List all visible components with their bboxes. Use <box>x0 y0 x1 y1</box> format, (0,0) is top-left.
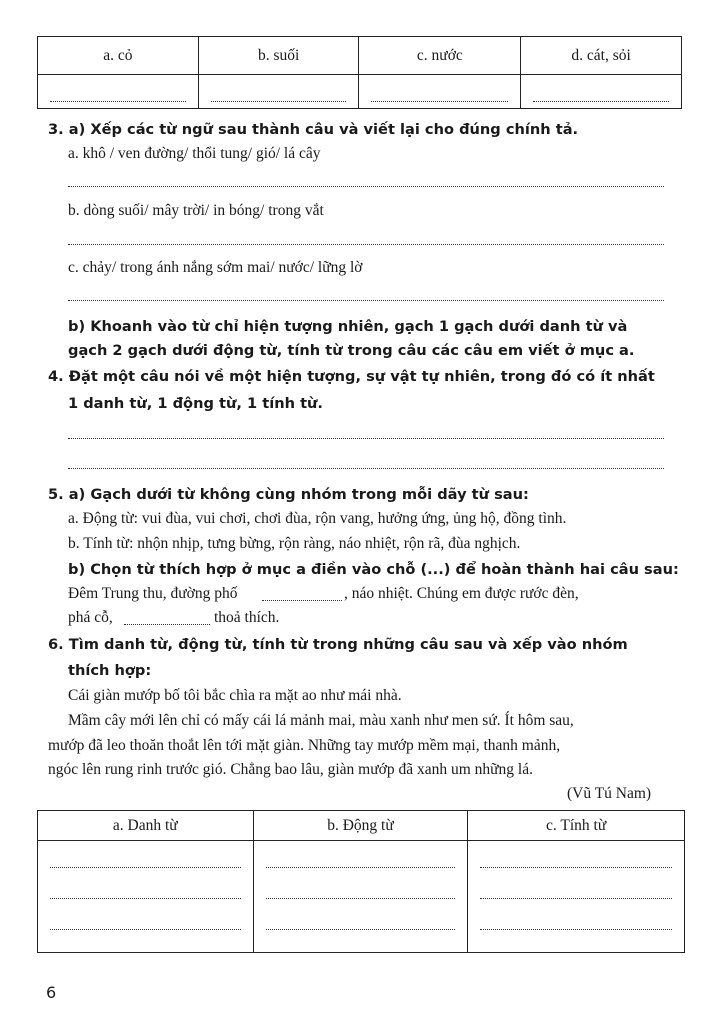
q3-item-c: c. chảy/ trong ánh nắng sớm mai/ nước/ lững lờ <box>68 259 363 276</box>
page-number: 6 <box>46 983 57 1002</box>
answer-line[interactable] <box>68 186 664 187</box>
fill-blank[interactable] <box>124 624 210 625</box>
q5-b-line1-start: Đêm Trung thu, đường phố <box>68 585 238 602</box>
q6-para2-line3: ngóc lên rung rinh trước gió. Chẳng bao lâu, giàn mướp đã xanh um những lá. <box>48 761 533 778</box>
q6-para2-line1: Mầm cây mới lên chỉ có mấy cái lá mảnh mai, màu xanh như men sứ. Ít hôm sau, <box>68 712 574 729</box>
answer-cell[interactable] <box>359 75 521 109</box>
table-header-nuoc: c. nước <box>359 37 521 75</box>
q5-b-line2-end: thoả thích. <box>214 609 280 626</box>
answer-cell[interactable] <box>468 841 685 953</box>
answer-line[interactable] <box>68 468 664 469</box>
q4-line1: 4. Đặt một câu nói về một hiện tượng, sự vật tự nhiên, trong đó có ít nhất <box>48 368 655 385</box>
table-header-cat-soi: d. cát, sỏi <box>521 37 682 75</box>
q6-line1: 6. Tìm danh từ, động từ, tính từ trong những câu sau và xếp vào nhóm <box>48 636 628 653</box>
q3-heading: 3. a) Xếp các từ ngữ sau thành câu và viết lại cho đúng chính tả. <box>48 121 579 138</box>
word-table-top <box>37 36 682 109</box>
q3-item-a: a. khô / ven đường/ thổi tung/ gió/ lá cây <box>68 145 321 162</box>
q3-b-line2: gạch 2 gạch dưới động từ, tính từ trong câu các câu em viết ở mục a. <box>68 342 635 359</box>
q5-a-item2: b. Tính từ: nhộn nhịp, tưng bừng, rộn ràng, náo nhiệt, rộn rã, đùa nghịch. <box>68 535 521 552</box>
q5-b-heading: b) Chọn từ thích hợp ở mục a điền vào chỗ (...) để hoàn thành hai câu sau: <box>68 561 679 578</box>
table-header-danh-tu: a. Danh từ <box>38 811 254 841</box>
answer-cell[interactable] <box>253 841 468 953</box>
table-header-suoi: b. suối <box>198 37 359 75</box>
table-header-dong-tu: b. Động từ <box>253 811 468 841</box>
q5-a-item1: a. Động từ: vui đùa, vui chơi, chơi đùa, rộn vang, hưởng ứng, ủng hộ, đồng tình. <box>68 510 567 527</box>
q5-a-heading: 5. a) Gạch dưới từ không cùng nhóm trong mỗi dãy từ sau: <box>48 486 529 503</box>
answer-cell[interactable] <box>198 75 359 109</box>
q3-b-line1: b) Khoanh vào từ chỉ hiện tượng nhiên, gạch 1 gạch dưới danh từ và <box>68 318 628 335</box>
table-header-tinh-tu: c. Tính từ <box>468 811 685 841</box>
answer-cell[interactable] <box>38 75 199 109</box>
fill-blank[interactable] <box>262 600 342 601</box>
q5-b-line2-start: phá cỗ, <box>68 609 113 626</box>
answer-cell[interactable] <box>521 75 682 109</box>
answer-line[interactable] <box>68 438 664 439</box>
word-classification-table <box>37 810 685 953</box>
answer-line[interactable] <box>68 244 664 245</box>
q4-line2: 1 danh từ, 1 động từ, 1 tính từ. <box>68 395 323 412</box>
q6-para2-line2: mướp đã leo thoăn thoắt lên tới mặt giàn. Những tay mướp mềm mại, thanh mảnh, <box>48 737 561 754</box>
answer-line[interactable] <box>68 300 664 301</box>
q3-item-b: b. dòng suối/ mây trời/ in bóng/ trong vắt <box>68 202 324 219</box>
table-header-co: a. cỏ <box>38 37 199 75</box>
answer-cell[interactable] <box>38 841 254 953</box>
q6-author: (Vũ Tú Nam) <box>567 785 652 802</box>
q5-b-line1-end: , náo nhiệt. Chúng em được rước đèn, <box>344 585 579 602</box>
q6-line2: thích hợp: <box>68 662 152 679</box>
q6-para1: Cái giàn mướp bố tôi bắc chìa ra mặt ao như mái nhà. <box>68 687 402 704</box>
